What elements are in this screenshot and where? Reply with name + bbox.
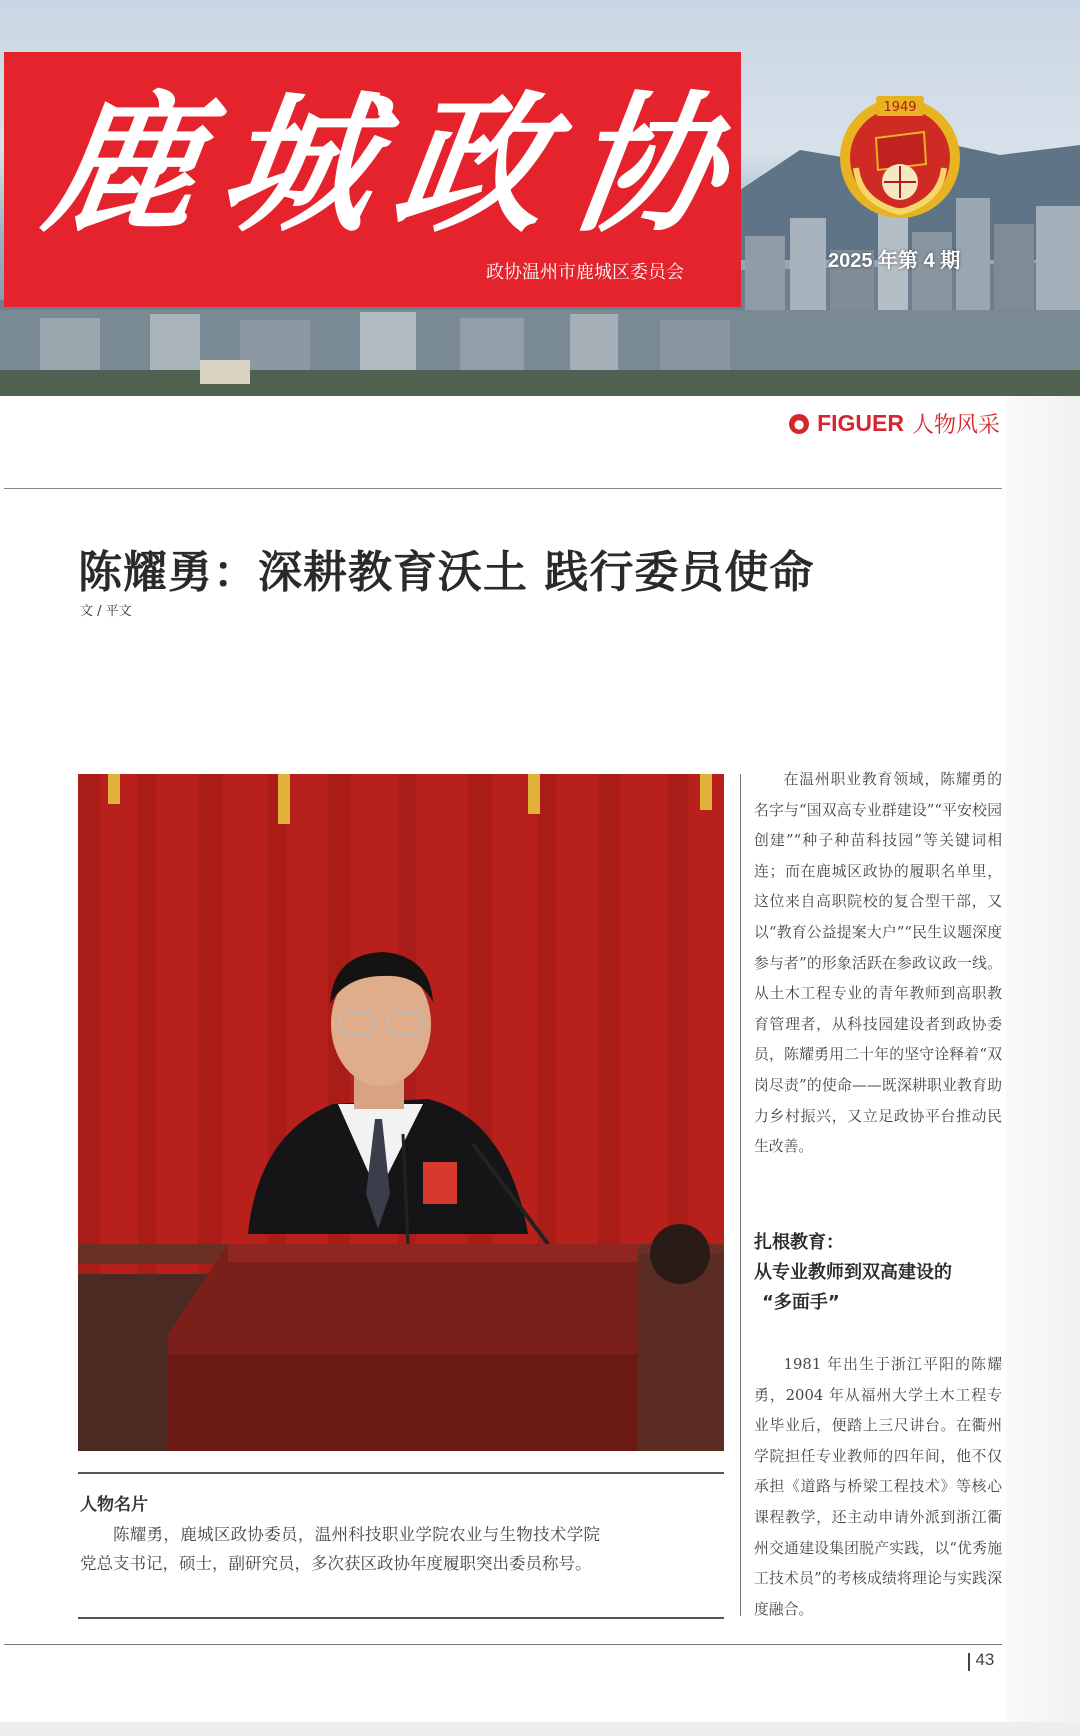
divider-top	[4, 488, 1002, 489]
divider-bottom	[4, 1644, 1002, 1645]
cppcc-emblem-icon	[836, 90, 964, 222]
profile-card-text: 陈耀勇，鹿城区政协委员，温州科技职业学院农业与生物技术学院党总支书记，硕士，副研究员，多次获区政协年度履职突出委员称号。	[80, 1525, 600, 1573]
magazine-title	[35, 70, 741, 260]
page-number	[966, 1650, 994, 1670]
profile-card-title: 人物名片	[80, 1495, 148, 1515]
emblem-year: 1949	[883, 100, 917, 115]
page-edge-shadow	[1006, 396, 1080, 1722]
photo-divider	[78, 1472, 724, 1474]
intro-paragraph: 在温州职业教育领域，陈耀勇的名字与“国双高专业群建设”“平安校园创建”“种子种苗科技园”等关键词相连；而在鹿城区政协的履职名单里，这位来自高职院校的复合型干部，又以“教育公益提案大户”“民生议题深度参与者”的形象活跃在参政议政一线。从土木工程专业的青年教师到高职教育管理者，从科技园建设者到政协委员，陈耀勇用二十年的坚守诠释着“双岗尽责”的使命——既深耕职业教育助力乡村振兴，又立足政协平台推动民生改善。	[754, 771, 1002, 1156]
section-heading-line-1: 扎根教育：	[754, 1232, 844, 1253]
title-char-2: 城	[210, 77, 392, 253]
section-heading	[754, 1228, 1004, 1318]
profile-card-divider	[78, 1617, 724, 1619]
section-heading-line-2: 从专业教师到双高建设的	[754, 1262, 952, 1283]
sponsor-name: 政协温州市鹿城区委员会	[486, 262, 684, 282]
column-label-cn: 人物风采	[911, 413, 1000, 438]
title-char-4: 协	[559, 77, 741, 253]
issue-number: 2025 年第 4 期	[828, 250, 961, 272]
article-byline: 文 / 平文	[80, 604, 132, 619]
column-label-en: FIGUER	[817, 410, 904, 436]
title-char-1: 鹿	[35, 77, 217, 253]
title-char-3: 政	[384, 77, 566, 253]
column-divider	[740, 774, 741, 1616]
article-headline: 陈耀勇：深耕教育沃土 践行委员使命	[78, 547, 815, 598]
section-heading-line-3: “多面手”	[762, 1292, 840, 1313]
speaker-photo	[78, 774, 724, 1451]
figure-badge-icon: ●	[789, 414, 809, 434]
column-tag	[789, 408, 1000, 439]
page-number-value: 43	[975, 1650, 995, 1669]
masthead-banner	[0, 0, 1080, 396]
bottom-edge-shadow	[0, 1722, 1080, 1736]
section-paragraph: 1981 年出生于浙江平阳的陈耀勇，2004 年从福州大学土木工程专业毕业后，便踏上三尺讲台。在衢州学院担任专业教师的四年间，他不仅承担《道路与桥梁工程技术》等核心课程教学，还主动申请外派到浙江衢州交通建设集团脱产实践，以“优秀施工技术员”的考核成绩将理论与实践深度融合。	[754, 1356, 1002, 1618]
